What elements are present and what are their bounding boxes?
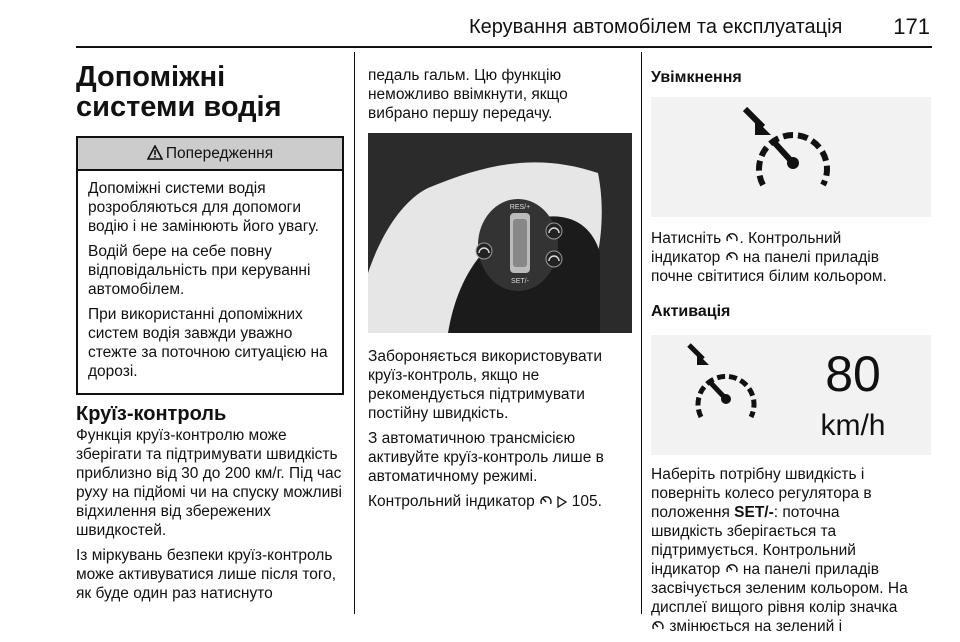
- text-fragment: змінюється на зелений і: [669, 618, 843, 635]
- header-rule: [76, 46, 932, 48]
- page-title: Допоміжні системи водія: [76, 61, 282, 123]
- cruise-control-icon: [725, 250, 739, 264]
- warning-header: [78, 138, 342, 171]
- column-2: [368, 52, 632, 511]
- body-paragraph: Із міркувань безпеки круїз-контроль може активуватися лише після того, як буде один раз натиснуто: [76, 547, 337, 602]
- speed-value: 80: [825, 346, 881, 402]
- body-line: [651, 229, 931, 248]
- body-line: [651, 617, 931, 636]
- heading-activation: Активація: [651, 303, 731, 320]
- warning-body: [78, 171, 342, 393]
- text-fragment: Натисніть: [651, 230, 722, 247]
- res-plus-label: RES/+: [509, 204, 531, 211]
- body-line: підтримується. Контрольний: [651, 542, 856, 559]
- text-fragment: положення: [651, 504, 730, 521]
- page-reference-arrow-icon: [557, 496, 567, 508]
- warning-label: Попередження: [165, 145, 274, 162]
- warning-paragraph: При використанні допоміжних систем водія завжди уважно стежте за поточною ситуацією на дорозі.: [88, 306, 328, 380]
- cross-reference: [368, 492, 632, 511]
- cruise-control-icon: [539, 494, 553, 508]
- body-line: засвічується зеленим кольором. На: [651, 580, 908, 597]
- body-line: [651, 248, 931, 267]
- set-minus-label: SET/-: [511, 278, 529, 285]
- text-fragment: індикатор: [651, 249, 721, 266]
- steering-wheel-photo: [368, 133, 632, 333]
- column-1: [76, 52, 344, 603]
- body-line: Наберіть потрібну швидкість і: [651, 466, 865, 483]
- cruise-control-icon: [651, 619, 665, 633]
- cruise-control-icon: [725, 231, 739, 245]
- text-fragment: : поточна: [773, 504, 840, 521]
- speed-display-illustration: [651, 335, 931, 455]
- text-fragment: на панелі приладів: [742, 249, 879, 266]
- body-paragraph: Функція круїз-контролю може зберігати та підтримувати швидкість приблизно від 30 до 200 км/г. Під час руху на підйомі чи на спуску можливі відхилення від збережених швидкостей.: [76, 427, 342, 539]
- body-paragraph: Забороняється використовувати круїз-контроль, якщо не рекомендується підтримувати постійну швидкість.: [368, 348, 602, 422]
- column-divider-1: [354, 52, 355, 614]
- body-line: [651, 560, 931, 579]
- column-divider-2: [641, 52, 642, 614]
- warning-box: [76, 136, 344, 395]
- warning-paragraph: Допоміжні системи водія розробляються для допомоги водію і не замінюють його увагу.: [88, 180, 319, 235]
- text-fragment: . Контрольний: [739, 230, 842, 247]
- body-paragraph: педаль гальм. Цю функцію неможливо ввімкнути, якщо вибрано першу передачу.: [368, 67, 568, 122]
- cruise-control-icon: [725, 562, 739, 576]
- text-fragment: на панелі приладів: [742, 561, 879, 578]
- text-fragment: індикатор: [651, 561, 721, 578]
- speed-unit: km/h: [820, 409, 886, 442]
- ref-page: 105.: [571, 493, 602, 510]
- body-line: почне світитися білим кольором.: [651, 268, 887, 285]
- set-label: SET/-: [734, 504, 774, 521]
- section-title-cruise-control: Круїз-контроль: [76, 403, 227, 425]
- warning-paragraph: Водій бере на себе повну відповідальність при керуванні автомобілем.: [88, 243, 311, 298]
- heading-switching-on: Увімкнення: [651, 69, 742, 86]
- column-3: [651, 52, 931, 636]
- running-header-title: Керування автомобілем та експлуатація: [469, 16, 843, 38]
- body-line: поверніть колесо регулятора в: [651, 485, 872, 502]
- body-line: швидкість зберігається та: [651, 523, 837, 540]
- body-line: [651, 503, 931, 522]
- page-number: 171: [893, 14, 930, 39]
- body-paragraph: З автоматичною трансмісією активуйте круїз-контроль лише в автоматичному режимі.: [368, 430, 604, 485]
- body-line: дисплеї вищого рівня колір значка: [651, 599, 898, 616]
- warning-triangle-icon: [147, 145, 163, 160]
- ref-prefix: Контрольний індикатор: [368, 493, 535, 510]
- cruise-control-button-illustration: [651, 97, 931, 217]
